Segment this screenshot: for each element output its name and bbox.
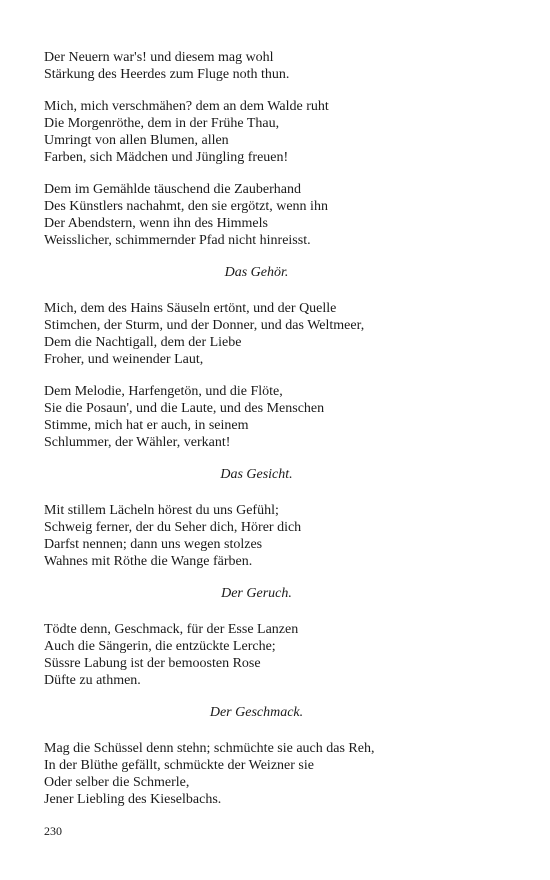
poem-page xyxy=(44,49,514,823)
verse-line: Mich, dem des Hains Säuseln ertönt, und der Quelle xyxy=(44,301,337,316)
section-heading: Das Gehör. xyxy=(224,265,289,280)
verse-line: Schlummer, der Wähler, verkant! xyxy=(44,435,231,450)
verse-line: Der Neuern war's! und diesem mag wohl xyxy=(44,50,274,65)
page-number: 230 xyxy=(44,824,62,838)
verse-line: Stärkung des Heerdes zum Fluge noth thun. xyxy=(44,67,290,82)
verse-line: Froher, und weinender Laut, xyxy=(44,352,204,367)
verse-line: Tödte denn, Geschmack, für der Esse Lanzen xyxy=(44,622,299,637)
verse-line: Süssre Labung ist der bemoosten Rose xyxy=(44,656,261,671)
verse-line: Mich, mich verschmähen? dem an dem Walde ruht xyxy=(44,99,329,114)
verse-line: Düfte zu athmen. xyxy=(44,673,141,688)
section-heading: Das Gesicht. xyxy=(220,467,293,482)
stanza xyxy=(44,49,514,83)
verse-line: Schweig ferner, der du Seher dich, Hörer dich xyxy=(44,520,302,535)
verse-line: Wahnes mit Röthe die Wange färben. xyxy=(44,554,253,569)
stanza xyxy=(44,740,514,808)
stanza xyxy=(44,383,514,451)
verse-line: Farben, sich Mädchen und Jüngling freuen! xyxy=(44,150,289,165)
verse-line: Mit stillem Lächeln hörest du uns Gefühl; xyxy=(44,503,279,518)
verse-line: Dem die Nachtigall, dem der Liebe xyxy=(44,335,242,350)
verse-line: Darfst nennen; dann uns wegen stolzes xyxy=(44,537,263,552)
verse-line: Auch die Sängerin, die entzückte Lerche; xyxy=(44,639,276,654)
verse-line: Dem im Gemählde täuschend die Zauberhand xyxy=(44,182,301,197)
verse-line: Weisslicher, schimmernder Pfad nicht hinreisst. xyxy=(44,233,311,248)
section-heading: Der Geschmack. xyxy=(209,705,304,720)
verse-line: Stimme, mich hat er auch, in seinem xyxy=(44,418,249,433)
stanza xyxy=(44,300,514,368)
verse-line: In der Blüthe gefällt, schmückte der Weizner sie xyxy=(44,758,314,773)
stanza xyxy=(44,621,514,689)
verse-line: Die Morgenröthe, dem in der Frühe Thau, xyxy=(44,116,280,131)
verse-line: Jener Liebling des Kieselbachs. xyxy=(44,792,222,807)
verse-line: Umringt von allen Blumen, allen xyxy=(44,133,229,148)
stanza xyxy=(44,181,514,249)
verse-line: Der Abendstern, wenn ihn des Himmels xyxy=(44,216,268,231)
verse-line: Sie die Posaun', und die Laute, und des Menschen xyxy=(44,401,325,416)
stanza xyxy=(44,98,514,166)
verse-line: Des Künstlers nachahmt, den sie ergötzt, wenn ihn xyxy=(44,199,328,214)
verse-line: Stimchen, der Sturm, und der Donner, und das Weltmeer, xyxy=(44,318,365,333)
verse-line: Dem Melodie, Harfengetön, und die Flöte, xyxy=(44,384,283,399)
verse-line: Mag die Schüssel denn stehn; schmüchte sie auch das Reh, xyxy=(44,741,375,756)
stanza xyxy=(44,502,514,570)
verse-line: Oder selber die Schmerle, xyxy=(44,775,190,790)
section-heading: Der Geruch. xyxy=(221,586,292,601)
